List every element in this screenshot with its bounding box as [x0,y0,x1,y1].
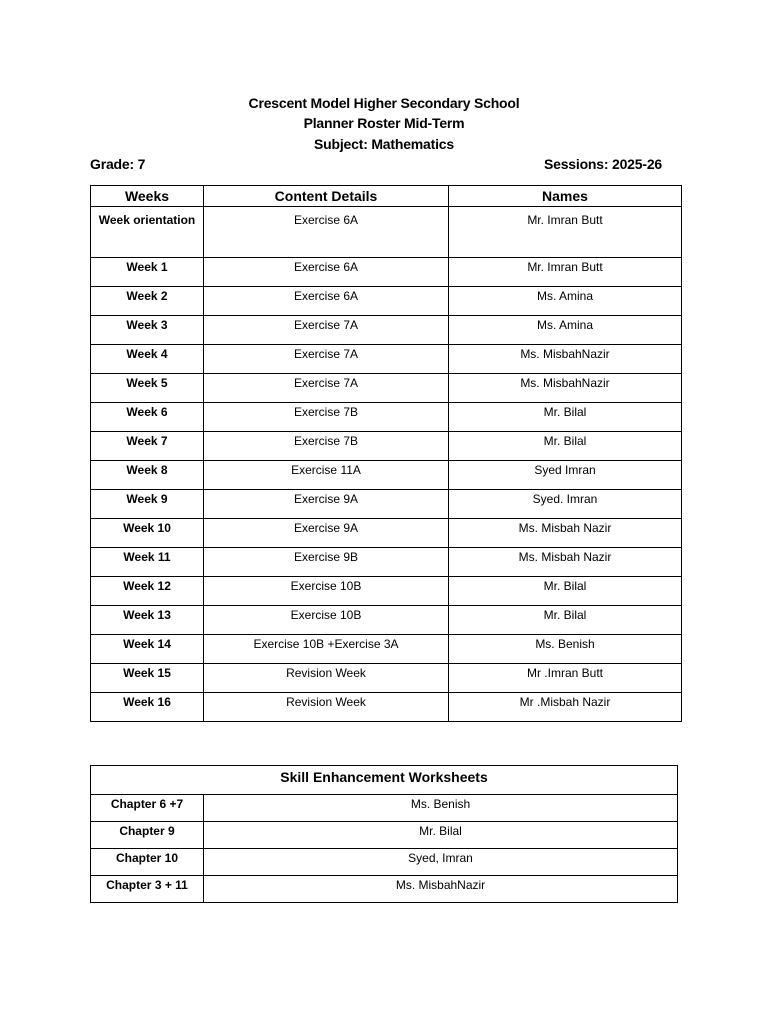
content-cell: Exercise 7A [204,345,449,374]
week-cell: Week 15 [91,664,204,693]
name-cell: Ms. MisbahNazir [449,345,682,374]
week-cell: Week 16 [91,693,204,722]
name-cell: Mr. Bilal [204,822,678,849]
chapter-cell: Chapter 6 +7 [91,795,204,822]
week-cell: Week 10 [91,519,204,548]
table-row [91,635,682,664]
week-cell: Week 1 [91,258,204,287]
skills-header-row [91,766,678,795]
name-cell: Mr. Imran Butt [449,258,682,287]
name-cell: Ms. MisbahNazir [449,374,682,403]
roster-header-row [91,186,682,207]
table-row [91,876,678,903]
chapter-cell: Chapter 3 + 11 [91,876,204,903]
week-cell: Week 8 [91,461,204,490]
content-cell: Exercise 11A [204,461,449,490]
content-cell: Exercise 10B [204,606,449,635]
name-cell: Syed, Imran [204,849,678,876]
table-row [91,795,678,822]
table-row [91,693,682,722]
week-cell: Week 13 [91,606,204,635]
name-cell: Ms. Amina [449,287,682,316]
table-row [91,432,682,461]
table-row [91,519,682,548]
document-title: Planner Roster Mid-Term [303,115,465,131]
skills-table [90,765,678,903]
week-cell: Week 5 [91,374,204,403]
name-cell: Syed Imran [449,461,682,490]
table-row [91,287,682,316]
content-cell: Exercise 7A [204,316,449,345]
content-cell: Exercise 9A [204,490,449,519]
table-row [91,345,682,374]
subject-line: Subject: Mathematics [314,136,454,152]
content-cell: Revision Week [204,693,449,722]
name-cell: Ms. Benish [449,635,682,664]
content-cell: Exercise 7B [204,403,449,432]
name-cell: Ms. Misbah Nazir [449,519,682,548]
week-cell: Week 3 [91,316,204,345]
content-cell: Exercise 6A [204,258,449,287]
content-cell: Exercise 7B [204,432,449,461]
table-row [91,577,682,606]
content-cell: Exercise 10B [204,577,449,606]
column-header-names: Names [449,186,682,207]
week-cell: Week orientation [91,207,204,258]
week-cell: Week 2 [91,287,204,316]
chapter-cell: Chapter 9 [91,822,204,849]
name-cell: Mr .Misbah Nazir [449,693,682,722]
table-row [91,822,678,849]
content-cell: Exercise 6A [204,287,449,316]
table-row [91,207,682,258]
table-row [91,403,682,432]
name-cell: Mr. Bilal [449,606,682,635]
content-cell: Exercise 10B +Exercise 3A [204,635,449,664]
week-cell: Week 4 [91,345,204,374]
table-row [91,849,678,876]
grade-label: Grade: 7 [90,156,146,172]
content-cell: Exercise 7A [204,374,449,403]
name-cell: Mr. Imran Butt [449,207,682,258]
name-cell: Syed. Imran [449,490,682,519]
name-cell: Ms. Benish [204,795,678,822]
table-row [91,316,682,345]
week-cell: Week 11 [91,548,204,577]
week-cell: Week 12 [91,577,204,606]
name-cell: Mr. Bilal [449,577,682,606]
table-row [91,374,682,403]
content-cell: Exercise 6A [204,207,449,258]
chapter-cell: Chapter 10 [91,849,204,876]
skills-table-title: Skill Enhancement Worksheets [91,766,678,795]
week-cell: Week 9 [91,490,204,519]
name-cell: Ms. MisbahNazir [204,876,678,903]
table-row [91,606,682,635]
roster-table [90,185,682,722]
table-row [91,258,682,287]
week-cell: Week 7 [91,432,204,461]
name-cell: Mr. Bilal [449,432,682,461]
name-cell: Mr. Bilal [449,403,682,432]
session-label: Sessions: 2025-26 [543,156,662,172]
content-cell: Revision Week [204,664,449,693]
content-cell: Exercise 9B [204,548,449,577]
table-row [91,664,682,693]
name-cell: Ms. Amina [449,316,682,345]
table-row [91,461,682,490]
table-row [91,548,682,577]
name-cell: Mr .Imran Butt [449,664,682,693]
column-header-weeks: Weeks [91,186,204,207]
table-row [91,490,682,519]
name-cell: Ms. Misbah Nazir [449,548,682,577]
content-cell: Exercise 9A [204,519,449,548]
week-cell: Week 14 [91,635,204,664]
school-name: Crescent Model Higher Secondary School [248,95,520,111]
column-header-content: Content Details [204,186,449,207]
week-cell: Week 6 [91,403,204,432]
